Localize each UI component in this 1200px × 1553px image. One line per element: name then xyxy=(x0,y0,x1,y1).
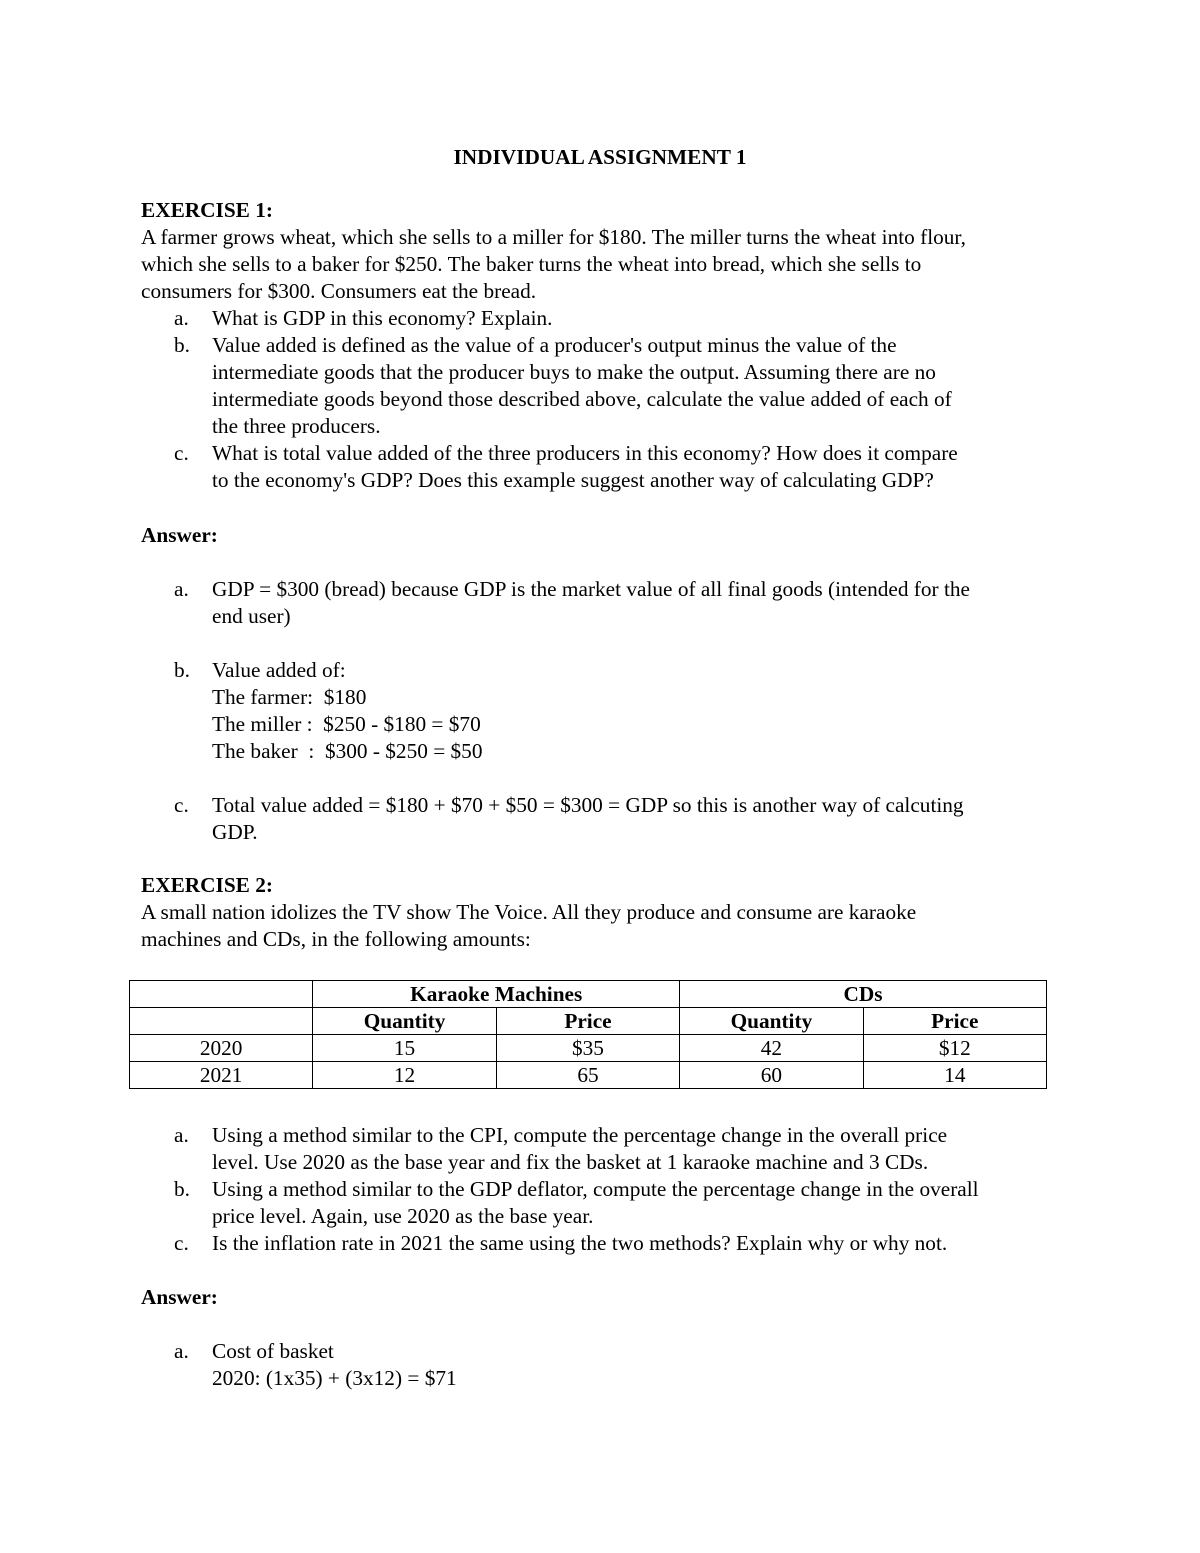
question-line: level. Use 2020 as the base year and fix the basket at 1 karaoke machine and 3 CDs. xyxy=(212,1150,929,1174)
answer-line: Total value added = $180 + $70 + $50 = $300 = GDP so this is another way of calcuting xyxy=(212,793,964,817)
question-line: What is GDP in this economy? Explain. xyxy=(212,306,553,330)
intro-line: which she sells to a baker for $250. The baker turns the wheat into bread, which she sells to xyxy=(141,252,922,276)
answer-line: The baker : $300 - $250 = $50 xyxy=(212,739,483,763)
table-header-cell: Price xyxy=(496,1008,679,1035)
list-marker: c. xyxy=(174,441,189,465)
table-header-cell: Quantity xyxy=(313,1008,497,1035)
question-item xyxy=(141,332,1066,440)
question-item xyxy=(141,440,1066,494)
table-header-cell: Price xyxy=(863,1008,1046,1035)
list-marker: a. xyxy=(174,306,189,330)
question-line: Using a method similar to the GDP deflator, compute the percentage change in the overall xyxy=(212,1177,979,1201)
exercise2-heading: EXERCISE 2: xyxy=(141,873,273,897)
table-cell: 2020 xyxy=(130,1035,313,1062)
answer-line: The miller : $250 - $180 = $70 xyxy=(212,712,481,736)
answer-heading: Answer: xyxy=(141,523,218,547)
table-cell: $12 xyxy=(863,1035,1046,1062)
answer-line: GDP. xyxy=(212,820,258,844)
table-cell: 14 xyxy=(863,1062,1046,1089)
question-item xyxy=(141,1230,1066,1257)
question-line: the three producers. xyxy=(212,414,381,438)
exercise1-answer-b xyxy=(141,657,1066,765)
exercise2-questions-wrap xyxy=(141,1122,1066,1257)
data-table xyxy=(129,980,1047,1089)
question-line: Using a method similar to the CPI, compute the percentage change in the overall price xyxy=(212,1123,948,1147)
question-line: intermediate goods beyond those described above, calculate the value added of each of xyxy=(212,387,952,411)
list-marker: a. xyxy=(174,577,189,601)
answer-item xyxy=(141,792,1066,846)
exercise1-heading: EXERCISE 1: xyxy=(141,198,273,222)
list-marker: a. xyxy=(174,1123,189,1147)
answer-line: GDP = $300 (bread) because GDP is the market value of all final goods (intended for the xyxy=(212,577,970,601)
table-cell: 15 xyxy=(313,1035,497,1062)
question-item xyxy=(141,1176,1066,1230)
answer-item xyxy=(141,657,1066,765)
list-marker: c. xyxy=(174,793,189,817)
table-cell: 42 xyxy=(680,1035,864,1062)
exercise1-answer-heading-wrap xyxy=(141,522,1066,549)
table-row xyxy=(130,1035,1047,1062)
list-marker: b. xyxy=(174,1177,190,1201)
answer-heading: Answer: xyxy=(141,1285,218,1309)
exercise1-answer-c xyxy=(141,792,1066,846)
answer-line: The farmer: $180 xyxy=(212,685,367,709)
table-cell: 65 xyxy=(496,1062,679,1089)
question-line: What is total value added of the three producers in this economy? How does it compare xyxy=(212,441,958,465)
answer-item xyxy=(141,1338,1066,1392)
table-cell: 60 xyxy=(680,1062,864,1089)
table-group-header-row xyxy=(130,981,1047,1008)
list-marker: b. xyxy=(174,658,190,682)
answer-line: Value added of: xyxy=(212,658,346,682)
table-header-cell xyxy=(130,981,313,1008)
question-line: to the economy's GDP? Does this example suggest another way of calculating GDP? xyxy=(212,468,934,492)
intro-line: machines and CDs, in the following amounts: xyxy=(141,927,531,951)
question-line: price level. Again, use 2020 as the base year. xyxy=(212,1204,594,1228)
table-cell: 2021 xyxy=(130,1062,313,1089)
exercise2-section xyxy=(141,872,1066,953)
intro-line: A small nation idolizes the TV show The Voice. All they produce and consume are karaoke xyxy=(141,900,917,924)
table-row xyxy=(130,1062,1047,1089)
question-item xyxy=(141,1122,1066,1176)
exercise1-answer-a xyxy=(141,576,1066,630)
table-header-cell: Karaoke Machines xyxy=(313,981,680,1008)
exercise1-section xyxy=(141,197,1066,494)
question-line: Is the inflation rate in 2021 the same using the two methods? Explain why or why not. xyxy=(212,1231,948,1255)
question-line: Value added is defined as the value of a producer's output minus the value of the xyxy=(212,333,897,357)
table-sub-header-row xyxy=(130,1008,1047,1035)
intro-line: A farmer grows wheat, which she sells to a miller for $180. The miller turns the wheat into flour, xyxy=(141,225,966,249)
exercise2-answer-heading-wrap xyxy=(141,1284,1066,1311)
exercise2-questions xyxy=(141,1122,1066,1257)
exercise2-intro xyxy=(141,899,1066,953)
table-header-cell: CDs xyxy=(680,981,1047,1008)
answer-line: 2020: (1x35) + (3x12) = $71 xyxy=(212,1366,457,1390)
table-header-cell xyxy=(130,1008,313,1035)
exercise1-intro xyxy=(141,224,1066,305)
table-header-cell: Quantity xyxy=(680,1008,864,1035)
exercise2-answer-a xyxy=(141,1338,1066,1392)
table-cell: $35 xyxy=(496,1035,679,1062)
answer-line: end user) xyxy=(212,604,291,628)
question-item xyxy=(141,305,1066,332)
answer-line: Cost of basket xyxy=(212,1339,334,1363)
table-cell: 12 xyxy=(313,1062,497,1089)
document-title: INDIVIDUAL ASSIGNMENT 1 xyxy=(453,145,747,169)
list-marker: b. xyxy=(174,333,190,357)
answer-item xyxy=(141,576,1066,630)
exercise1-questions xyxy=(141,305,1066,494)
list-marker: a. xyxy=(174,1339,189,1363)
question-line: intermediate goods that the producer buys to make the output. Assuming there are no xyxy=(212,360,936,384)
list-marker: c. xyxy=(174,1231,189,1255)
intro-line: consumers for $300. Consumers eat the bread. xyxy=(141,279,537,303)
